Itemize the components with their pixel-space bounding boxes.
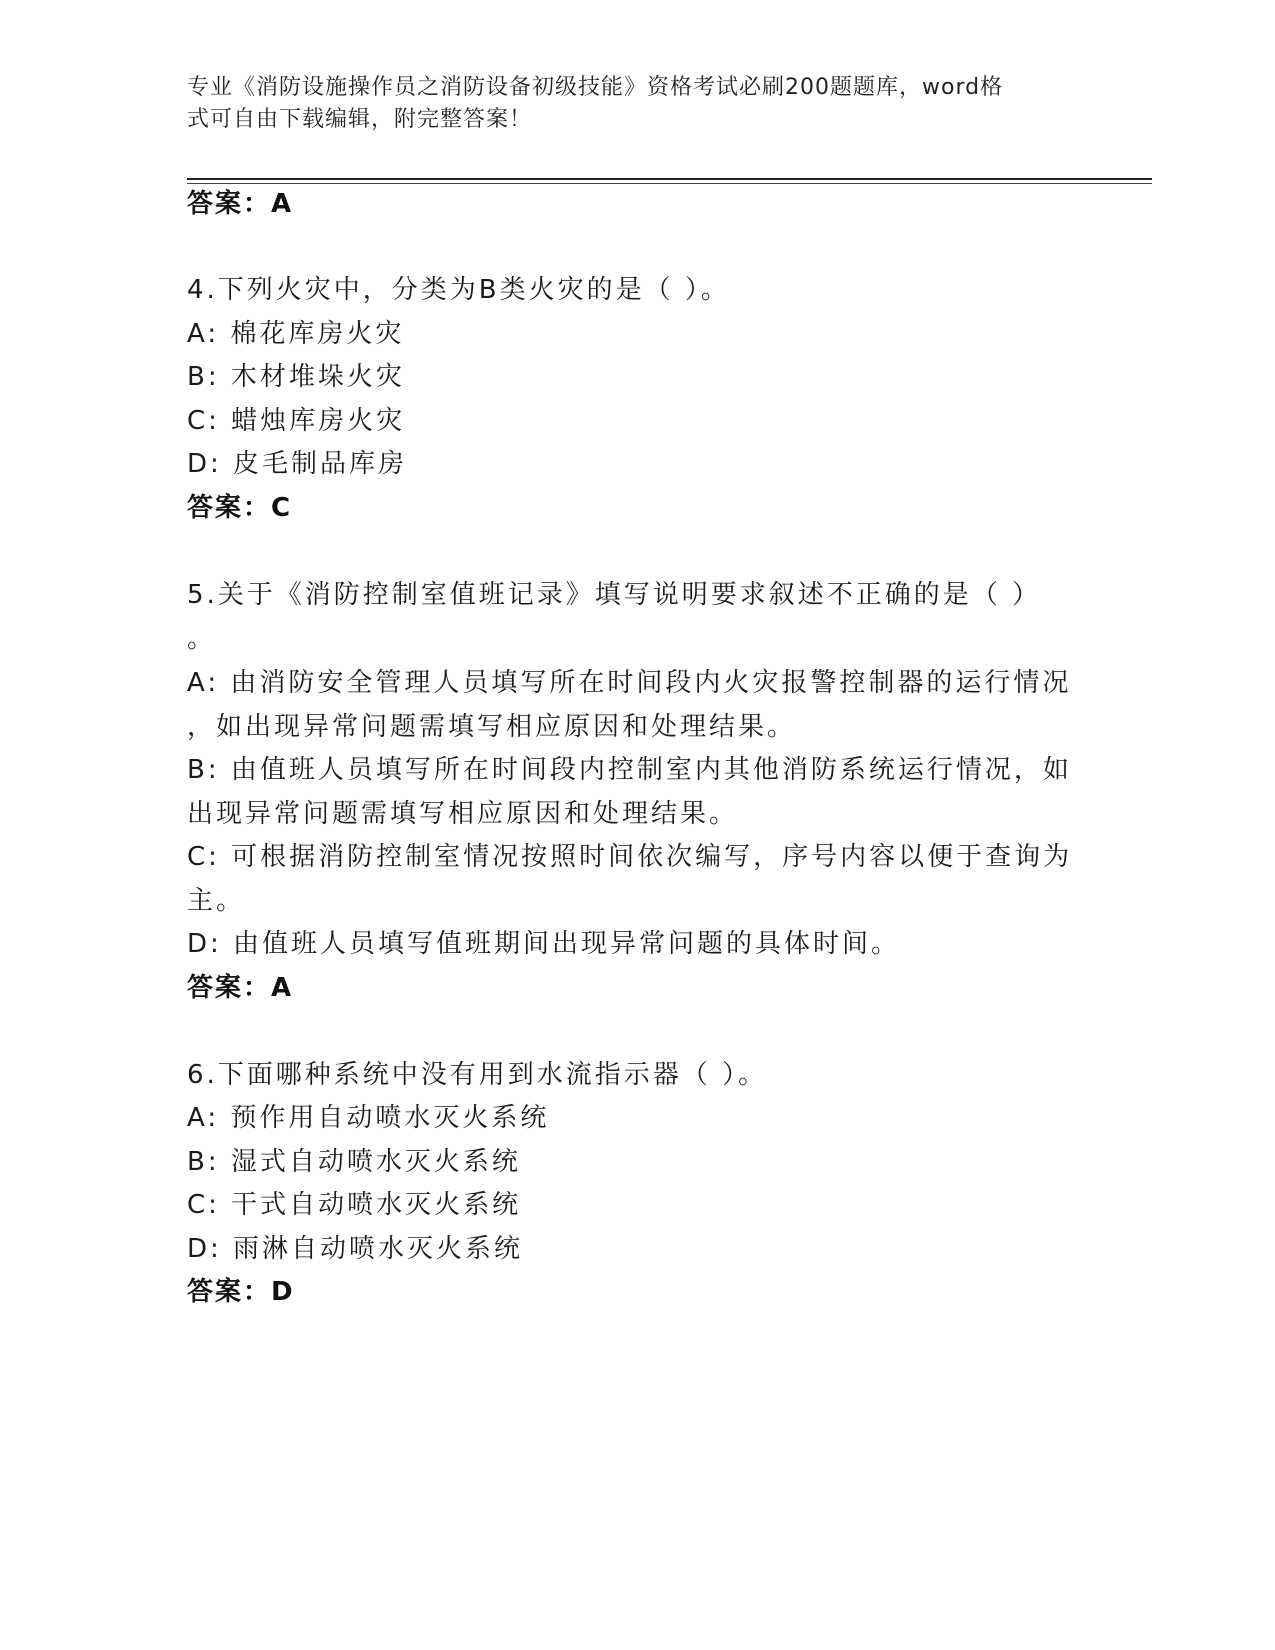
question-5-option-a: A: 由消防安全管理人员填写所在时间段内火灾报警控制器的运行情况: [187, 668, 1072, 698]
header-divider-thin: [187, 183, 1152, 184]
question-6-answer: 答案：D: [187, 1277, 295, 1307]
question-6-option-d: D: 雨淋自动喷水灭火系统: [187, 1234, 524, 1264]
question-4-option-b: B: 木材堆垛火灾: [187, 362, 405, 392]
question-4-answer: 答案：C: [187, 493, 293, 523]
question-4-option-a: A: 棉花库房火灾: [187, 319, 405, 349]
question-6-stem: 6.下面哪种系统中没有用到水流指示器（ ）。: [187, 1060, 768, 1090]
header-line-1: 专业《消防设施操作员之消防设备初级技能》资格考试必刷200题题库，word格: [187, 75, 1004, 100]
question-5-option-b: B: 由值班人员填写所在时间段内控制室内其他消防系统运行情况，如: [187, 755, 1072, 785]
question-5-stem-cont: 。: [187, 624, 217, 654]
answer-label: 答案：A: [187, 189, 294, 219]
question-4-stem: 4.下列火灾中，分类为B类火灾的是（ ）。: [187, 275, 730, 305]
question-5-option-c: C: 可根据消防控制室情况按照时间依次编写，序号内容以便于查询为: [187, 842, 1073, 872]
question-6-option-a: A: 预作用自动喷水灭火系统: [187, 1103, 550, 1133]
question-4-option-c: C: 蜡烛库房火灾: [187, 406, 406, 436]
document-header: [187, 72, 1067, 136]
question-5-answer: 答案：A: [187, 973, 294, 1003]
question-6-option-b: B: 湿式自动喷水灭火系统: [187, 1147, 521, 1177]
question-5-option-a-cont: ，如出现异常问题需填写相应原因和处理结果。: [187, 712, 797, 742]
question-5-option-d: D: 由值班人员填写值班期间出现异常问题的具体时间。: [187, 929, 901, 959]
header-divider-thick: [187, 178, 1152, 180]
question-6-option-c: C: 干式自动喷水灭火系统: [187, 1190, 522, 1220]
header-line-2: 式可自由下载编辑，附完整答案！: [187, 107, 533, 132]
question-4-option-d: D: 皮毛制品库房: [187, 449, 408, 479]
question-5-option-c-cont: 主。: [187, 886, 246, 916]
question-5-stem: 5.关于《消防控制室值班记录》填写说明要求叙述不正确的是（ ）: [187, 580, 1042, 610]
question-5-option-b-cont: 出现异常问题需填写相应原因和处理结果。: [187, 799, 739, 829]
